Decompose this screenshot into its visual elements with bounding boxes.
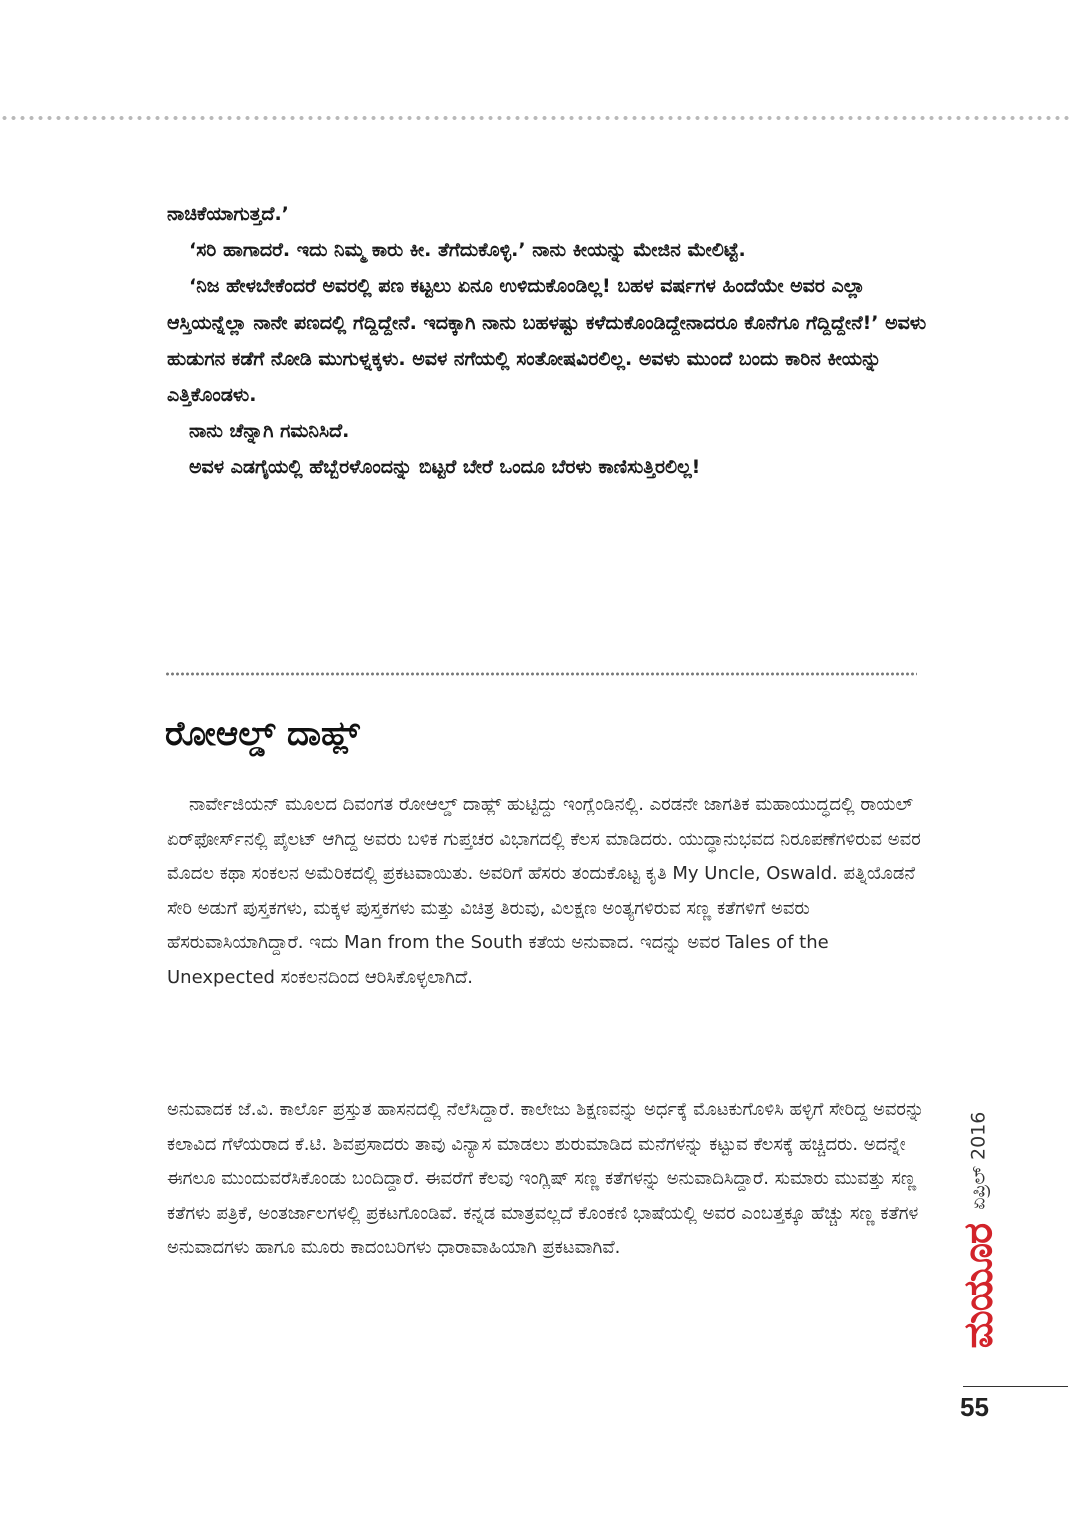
magazine-sidebar	[948, 1100, 1008, 1360]
page-number: 55	[960, 1392, 989, 1422]
translator-bio-paragraph: ಅನುವಾದಕ ಜೆ.ವಿ. ಕಾರ್ಲೊ ಪ್ರಸ್ತುತ ಹಾಸನದಲ್ಲಿ ನೆಲೆಸಿದ್ದಾರೆ. ಕಾಲೇಜು ಶಿಕ್ಷಣವನ್ನು ಅರ್ಧಕ್ಕೆ ಮೊಟಕುಗೊಳಿಸಿ ಹಳ್ಳಿಗೆ ಸೇರಿದ್ದ ಅವರನ್ನು ಕಲಾವಿದ ಗೆಳೆಯರಾದ ಕೆ.ಟಿ. ಶಿವಪ್ರಸಾದರು ತಾವು ವಿನ್ಯಾಸ ಮಾಡಲು ಶುರುಮಾಡಿದ ಮನೆಗಳನ್ನು ಕಟ್ಟುವ ಕೆಲಸಕ್ಕೆ ಹಚ್ಚಿದರು. ಅದನ್ನೇ ಈಗಲೂ ಮುಂದುವರೆಸಿಕೊಂಡು ಬಂದಿದ್ದಾರೆ. ಈವರೆಗೆ ಕೆಲವು ಇಂಗ್ಲಿಷ್ ಸಣ್ಣ ಕತೆಗಳನ್ನು ಅನುವಾದಿಸಿದ್ದಾರೆ. ಸುಮಾರು ಮುವತ್ತು ಸಣ್ಣ ಕತೆಗಳು ಪತ್ರಿಕೆ, ಅಂತರ್ಜಾಲಗಳಲ್ಲಿ ಪ್ರಕಟಗೊಂಡಿವೆ. ಕನ್ನಡ ಮಾತ್ರವಲ್ಲದೆ ಕೊಂಕಣಿ ಭಾಷೆಯಲ್ಲಿ ಅವರ ಎಂಬತ್ತಕ್ಕೂ ಹೆಚ್ಚು ಸಣ್ಣ ಕತೆಗಳ ಅನುವಾದಗಳು ಹಾಗೂ ಮೂರು ಕಾದಂಬರಿಗಳು ಧಾರಾವಾಹಿಯಾಗಿ ಪ್ರಕಟವಾಗಿವೆ.	[167, 1099, 925, 1259]
story-paragraph: ನಾಚಿಕೆಯಾಗುತ್ತದೆ.’	[167, 203, 289, 225]
author-bio	[167, 788, 927, 996]
section-divider	[165, 672, 917, 676]
page-number-rule	[963, 1386, 1068, 1387]
author-bio-paragraph: ನಾರ್ವೇಜಿಯನ್ ಮೂಲದ ದಿವಂಗತ ರೋಆಲ್ಡ್ ದಾಹ್ಲ್ ಹುಟ್ಟಿದ್ದು ಇಂಗ್ಲೆಂಡಿನಲ್ಲಿ. ಎರಡನೇ ಜಾಗತಿಕ ಮಹಾಯುದ್ಧದಲ್ಲಿ ರಾಯಲ್ ಏರ್‌ಫೋರ್ಸ್‌ನಲ್ಲಿ ಪೈಲಟ್ ಆಗಿದ್ದ ಅವರು ಬಳಿಕ ಗುಪ್ತಚರ ವಿಭಾಗದಲ್ಲಿ ಕೆಲಸ ಮಾಡಿದರು. ಯುದ್ಧಾನುಭವದ ನಿರೂಪಣೆಗಳಿರುವ ಅವರ ಮೊದಲ ಕಥಾ ಸಂಕಲನ ಅಮೆರಿಕದಲ್ಲಿ ಪ್ರಕಟವಾಯಿತು. ಅವರಿಗೆ ಹೆಸರು ತಂದುಕೊಟ್ಟ ಕೃತಿ My Uncle, Oswald. ಪತ್ನಿಯೊಡನೆ ಸೇರಿ ಅಡುಗೆ ಪುಸ್ತಕಗಳು, ಮಕ್ಕಳ ಪುಸ್ತಕಗಳು ಮತ್ತು ವಿಚಿತ್ರ ತಿರುವು, ವಿಲಕ್ಷಣ ಅಂತ್ಯಗಳಿರುವ ಸಣ್ಣ ಕತೆಗಳಿಗೆ ಅವರು ಹೆಸರುವಾಸಿಯಾಗಿದ್ದಾರೆ. ಇದು Man from the South ಕತೆಯ ಅನುವಾದ. ಇದನ್ನು ಅವರ Tales of the Unexpected ಸಂಕಲನದಿಂದ ಆರಿಸಿಕೊಳ್ಳಲಾಗಿದೆ.	[167, 794, 921, 988]
story-paragraph: ‘ನಿಜ ಹೇಳಬೇಕೆಂದರೆ ಅವರಲ್ಲಿ ಪಣ ಕಟ್ಟಲು ಏನೂ ಉಳಿದುಕೊಂಡಿಲ್ಲ! ಬಹಳ ವರ್ಷಗಳ ಹಿಂದೆಯೇ ಅವರ ಎಲ್ಲಾ ಆಸ್ತಿಯನ್ನೆಲ್ಲಾ ನಾನೇ ಪಣದಲ್ಲಿ ಗೆದ್ದಿದ್ದೇನೆ. ಇದಕ್ಕಾಗಿ ನಾನು ಬಹಳಷ್ಟು ಕಳೆದುಕೊಂಡಿದ್ದೇನಾದರೂ ಕೊನೆಗೂ ಗೆದ್ದಿದ್ದೇನೆ!’ ಅವಳು ಹುಡುಗನ ಕಡೆಗೆ ನೋಡಿ ಮುಗುಳ್ನಕ್ಕಳು. ಅವಳ ನಗೆಯಲ್ಲಿ ಸಂತೋಷವಿರಲಿಲ್ಲ. ಅವಳು ಮುಂದೆ ಬಂದು ಕಾರಿನ ಕೀಯನ್ನು ಎತ್ತಿಕೊಂಡಳು.	[167, 275, 927, 407]
magazine-logo: ಮಯೂರ	[954, 1223, 1002, 1349]
story-continuation	[167, 196, 927, 486]
issue-date: ಏಪ್ರಿಲ್ 2016	[967, 1111, 989, 1210]
top-dotted-border	[0, 115, 1072, 121]
story-paragraph: ನಾನು ಚೆನ್ನಾಗಿ ಗಮನಿಸಿದೆ.	[189, 420, 350, 443]
translator-bio	[167, 1093, 927, 1266]
story-paragraph: ಅವಳ ಎಡಗೈಯಲ್ಲಿ ಹೆಬ್ಬೆರಳೊಂದನ್ನು ಬಿಟ್ಟರೆ ಬೇರೆ ಒಂದೂ ಬೆರಳು ಕಾಣಿಸುತ್ತಿರಲಿಲ್ಲ!	[189, 456, 701, 479]
author-heading: ರೋಆಲ್ಡ್ ದಾಹ್ಲ್	[165, 714, 360, 754]
sidebar-rotated-text	[955, 1112, 1002, 1349]
story-paragraph: ‘ಸರಿ ಹಾಗಾದರೆ. ಇದು ನಿಮ್ಮ ಕಾರು ಕೀ. ತೆಗೆದುಕೊಳ್ಳಿ.’ ನಾನು ಕೀಯನ್ನು ಮೇಜಿನ ಮೇಲಿಟ್ಟೆ.	[189, 239, 746, 262]
